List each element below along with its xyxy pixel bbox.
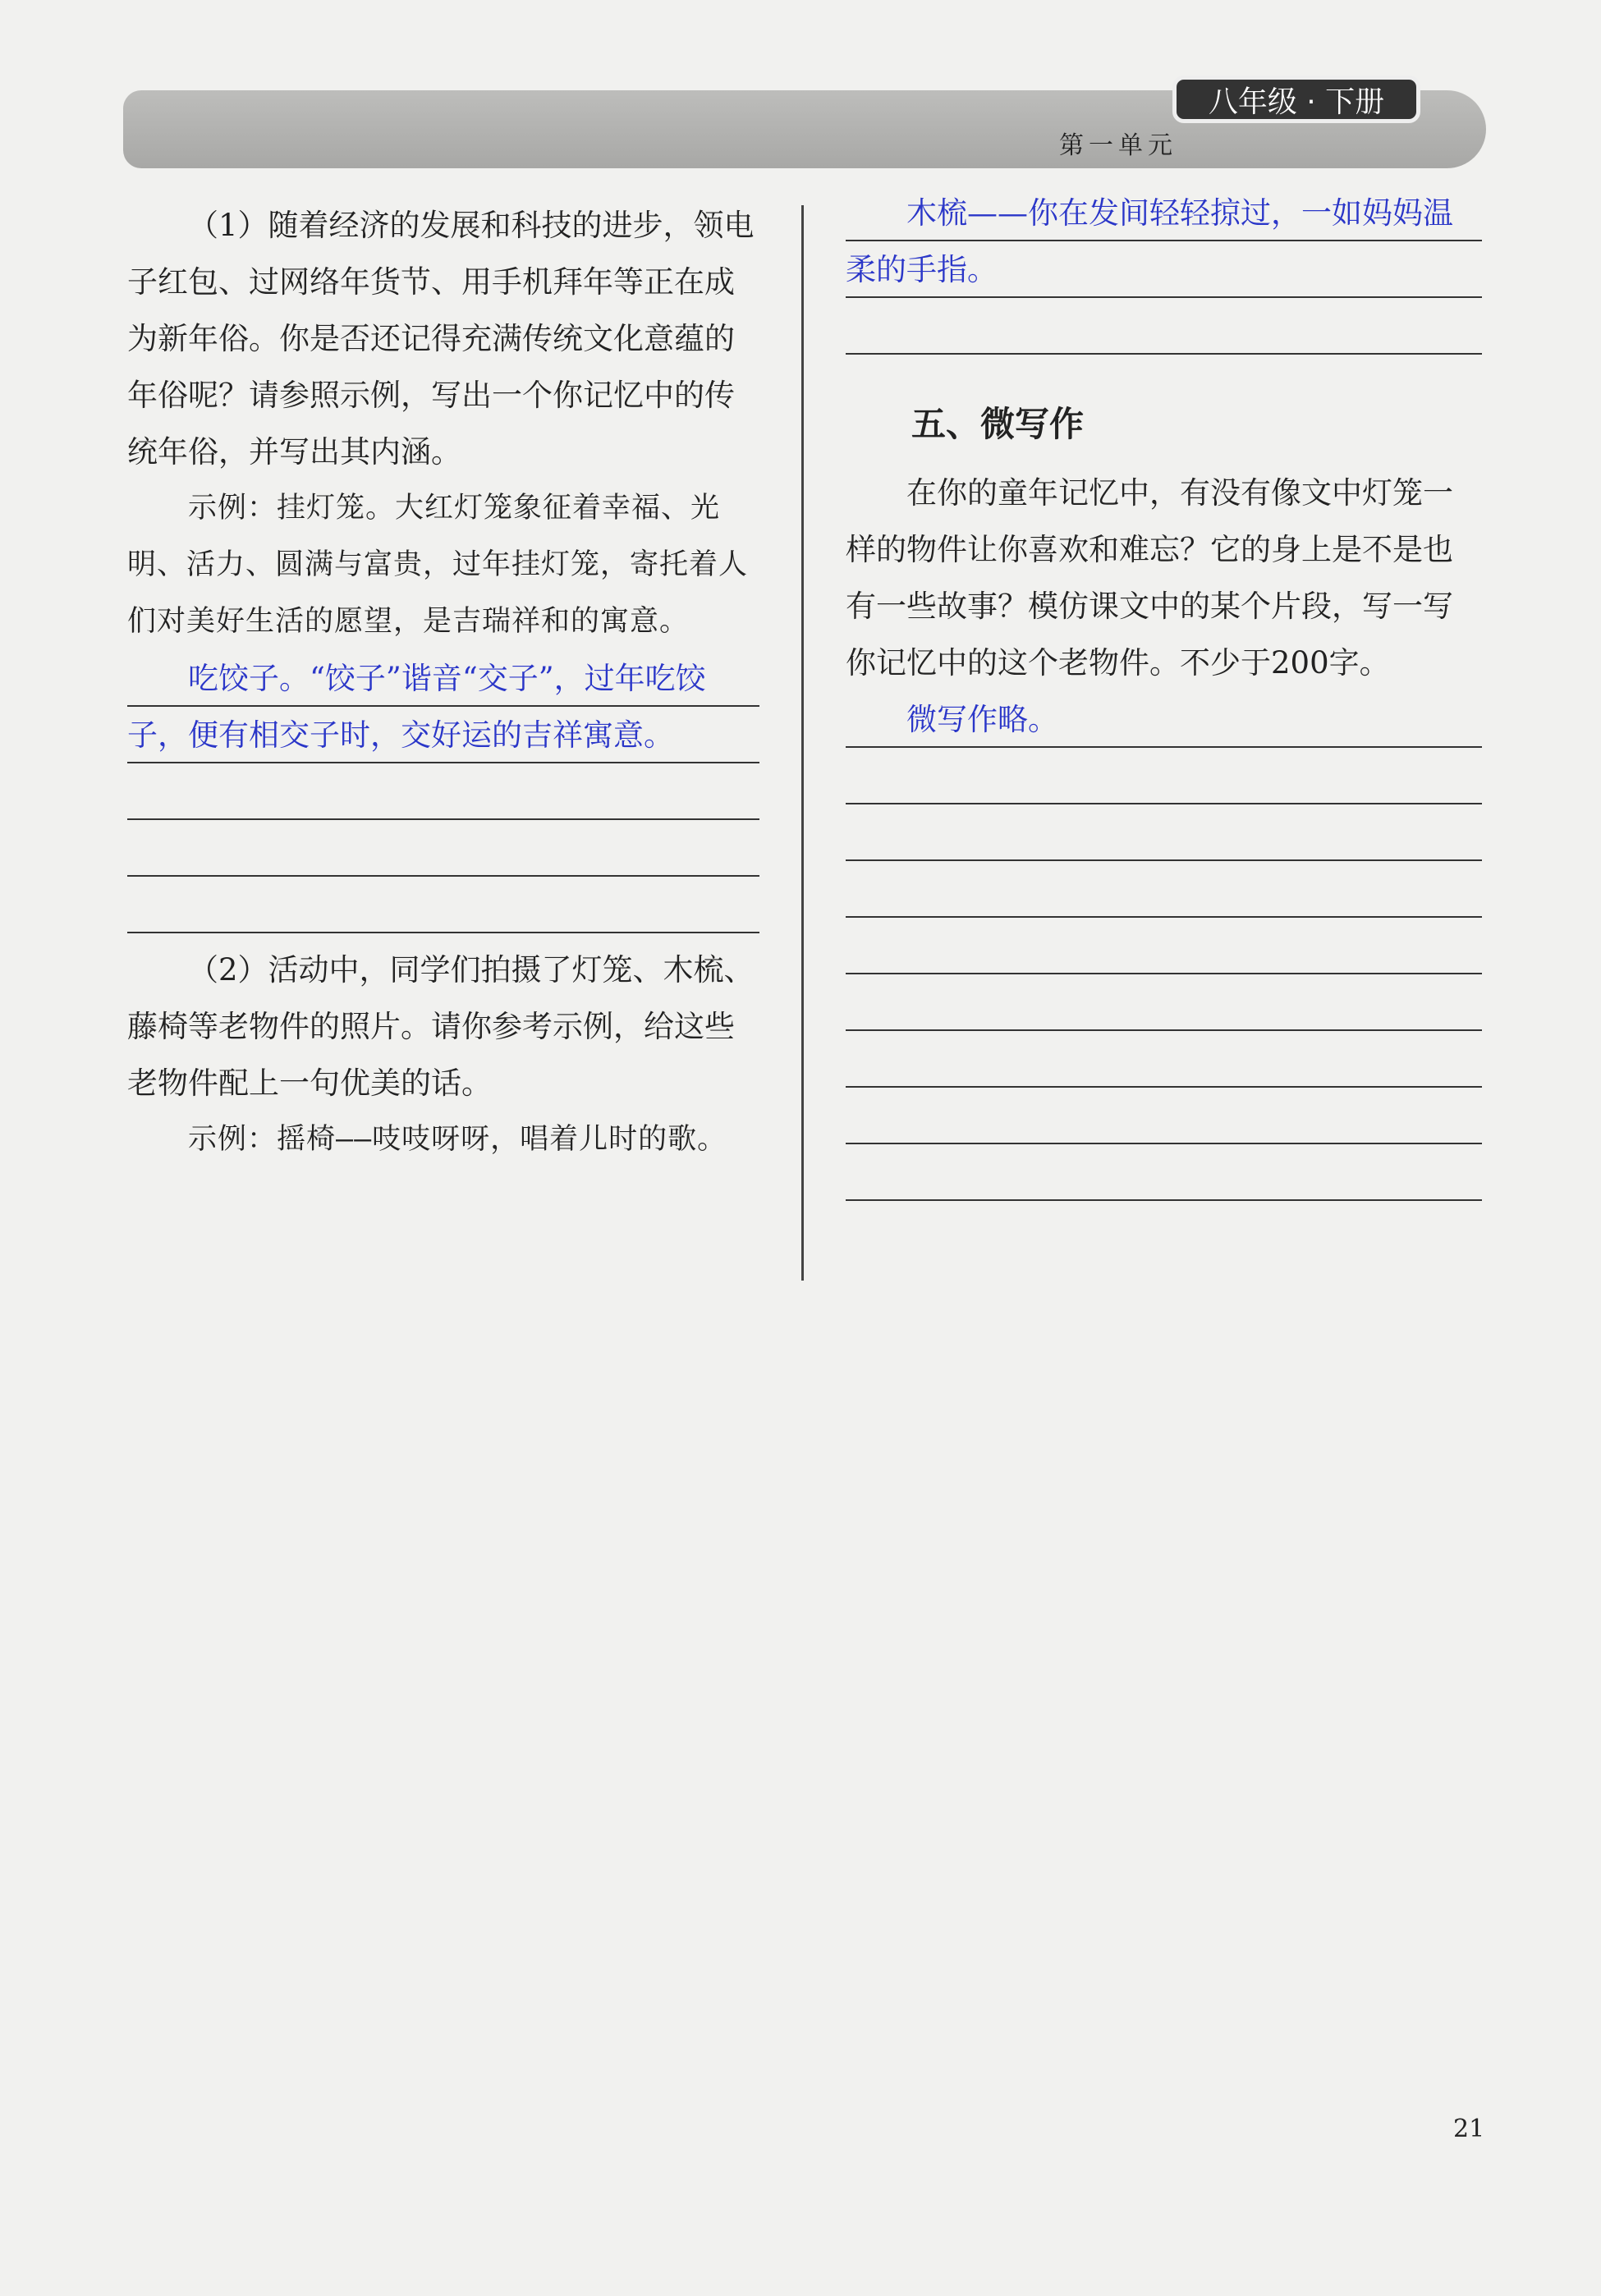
column-divider bbox=[801, 205, 804, 1281]
grade-tab: 八年级 · 下册 bbox=[1172, 76, 1420, 123]
question-2-answer: 木梳——你在发间轻轻掠过，一如妈妈温柔的手指。 bbox=[846, 195, 1453, 287]
answer-line bbox=[846, 918, 1482, 974]
page-number: 21 bbox=[1453, 2115, 1485, 2143]
answer-line bbox=[846, 861, 1482, 918]
answer-line bbox=[846, 1144, 1482, 1201]
writing-answer-area[interactable] bbox=[846, 691, 1482, 1201]
answer-line bbox=[846, 1031, 1482, 1088]
answer-line bbox=[127, 877, 759, 933]
question-1-answer-area[interactable] bbox=[127, 650, 759, 933]
question-2-answer-area[interactable] bbox=[846, 185, 1482, 355]
question-1: （1）随着经济的发展和科技的进步，领电子红包、过网络年货节、用手机拜年等正在成为新年俗。你是否还记得充满传统文化意蕴的年俗呢？请参照示例，写出一个你记忆中的传统年俗，并写出其内涵。 bbox=[127, 208, 755, 470]
writing-answer: 微写作略。 bbox=[906, 702, 1058, 737]
answer-line bbox=[846, 804, 1482, 861]
section-title: 五、微写作 bbox=[911, 404, 1085, 444]
question-1-example: 示例：挂灯笼。大红灯笼象征着幸福、光明、活力、圆满与富贵，过年挂灯笼，寄托着人们对美好生活的愿望，是吉瑞祥和的寓意。 bbox=[127, 492, 749, 638]
answer-line bbox=[846, 1088, 1482, 1144]
answer-line bbox=[846, 298, 1482, 355]
question-1-answer: 吃饺子。“饺子”谐音“交子”，过年吃饺子，便有相交子时，交好运的吉祥寓意。 bbox=[127, 661, 706, 753]
answer-line bbox=[846, 974, 1482, 1031]
right-column bbox=[846, 185, 1482, 1201]
left-column bbox=[127, 197, 759, 1168]
answer-line bbox=[846, 748, 1482, 804]
answer-line bbox=[127, 820, 759, 877]
question-2-example: 示例：摇椅——吱吱呀呀，唱着儿时的歌。 bbox=[188, 1123, 727, 1156]
answer-line bbox=[127, 763, 759, 820]
writing-prompt: 在你的童年记忆中，有没有像文中灯笼一样的物件让你喜欢和难忘？它的身上是不是也有一些故事？模仿课文中的某个片段，写一写你记忆中的这个老物件。不少于200字。 bbox=[846, 475, 1453, 681]
unit-label: 第一单元 bbox=[1059, 131, 1177, 160]
question-2: （2）活动中，同学们拍摄了灯笼、木梳、藤椅等老物件的照片。请你参考示例，给这些老物件配上一句优美的话。 bbox=[127, 952, 755, 1101]
